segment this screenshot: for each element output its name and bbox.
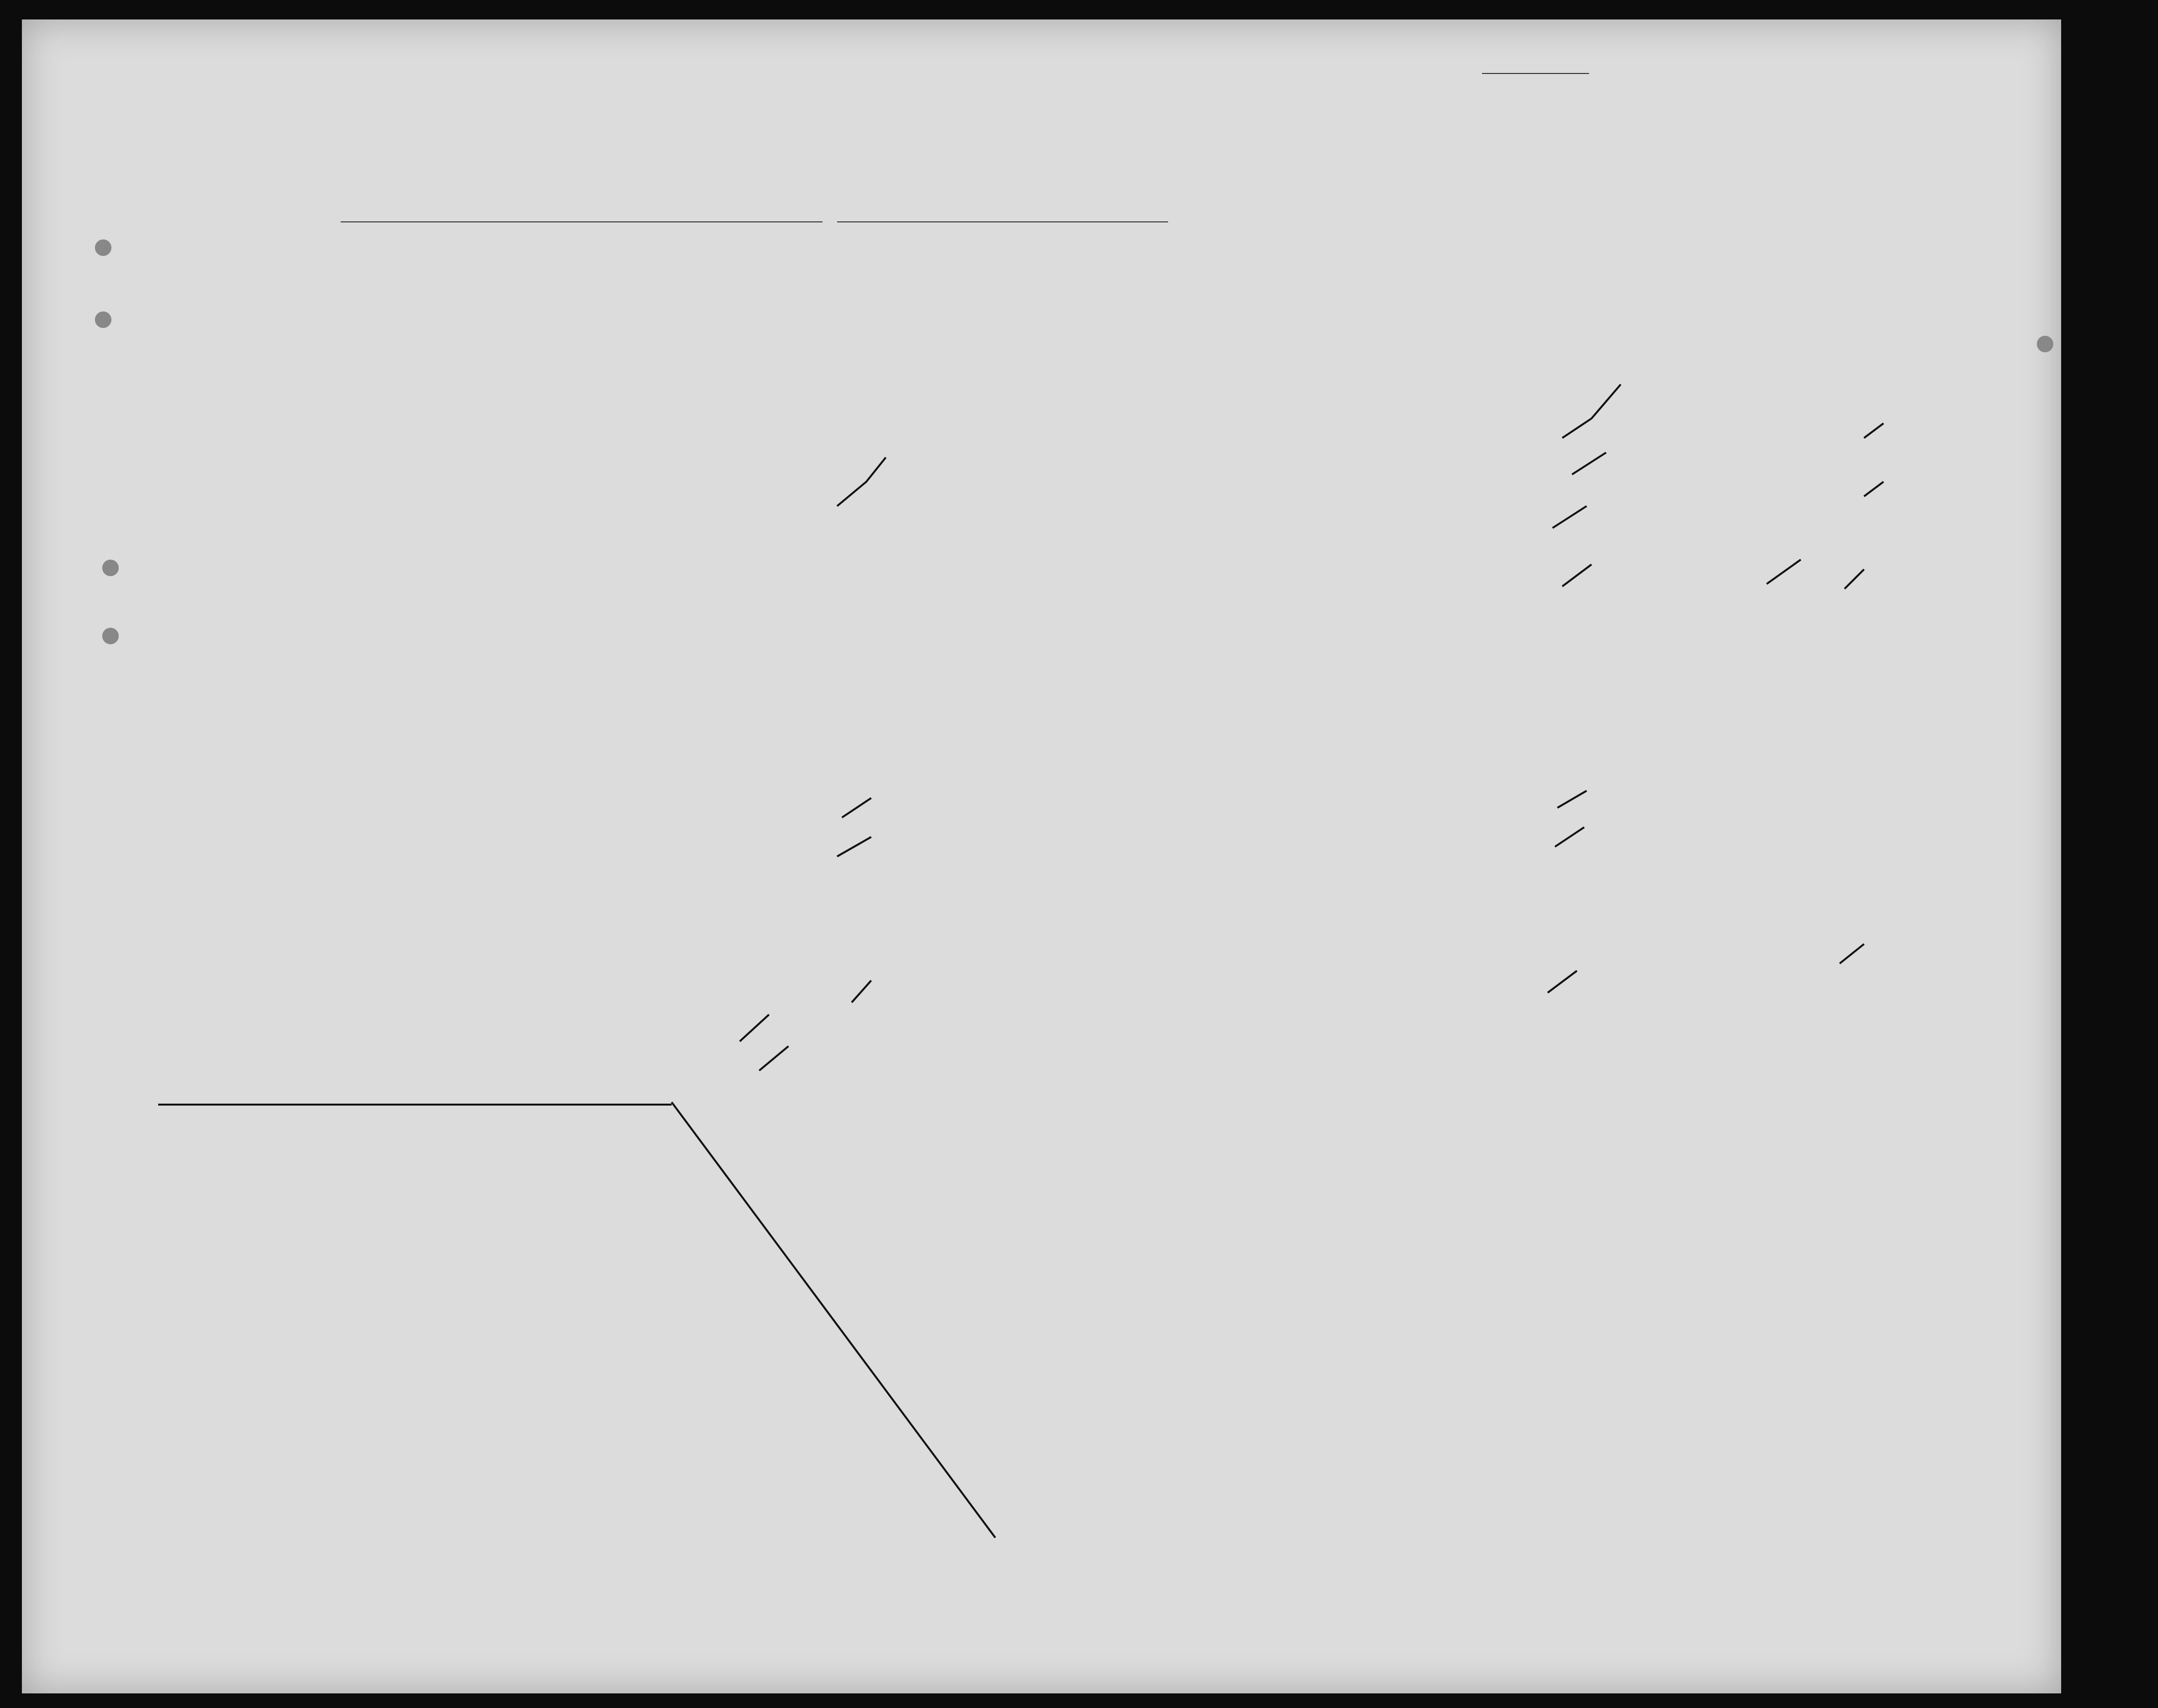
date-underline <box>837 221 1168 222</box>
list-underline <box>1482 73 1589 74</box>
punch-hole <box>95 311 111 328</box>
punch-hole <box>95 239 111 256</box>
punch-hole <box>2037 336 2053 352</box>
manifest-sheet <box>22 19 2061 1693</box>
punch-hole <box>102 560 119 576</box>
port-underline <box>341 221 823 222</box>
punch-hole <box>102 628 119 644</box>
